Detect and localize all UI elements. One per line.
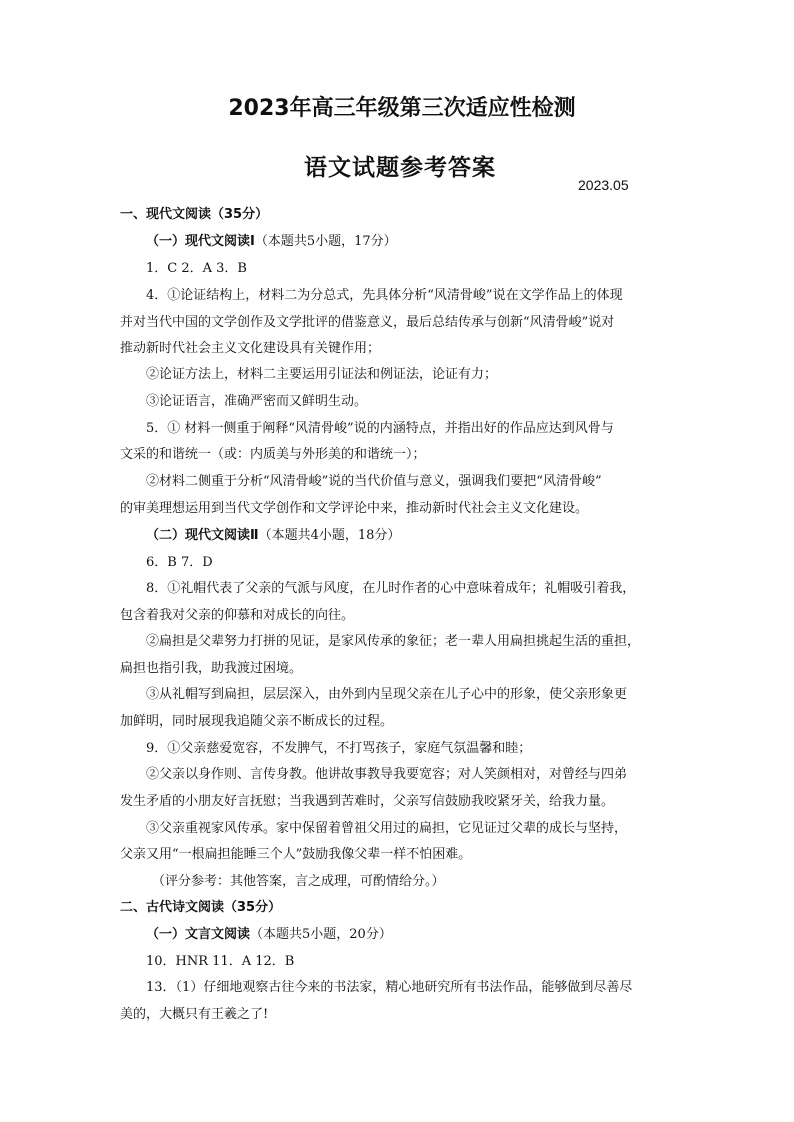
subsection-title: （一）现代文阅读Ⅰ — [146, 234, 255, 249]
answer-line: 美的，大概只有王羲之了! — [120, 1007, 269, 1022]
answer-line: 发生矛盾的小朋友好言抚慰；当我遇到苦难时，父亲写信鼓励我咬紧牙关，给我力量。 — [120, 794, 615, 809]
answer-line: 1．C 2．A 3．B — [146, 261, 247, 276]
answer-line: 5．① 材料一侧重于阐释“风清骨峻”说的内涵特点，并指出好的作品应达到风骨与 — [146, 421, 614, 436]
document-subtitle: 语文试题参考答案 — [304, 155, 496, 181]
answer-line: 文采的和谐统一（或：内质美与外形美的和谐统一）； — [120, 447, 426, 462]
section-heading-classical-reading: 二、古代诗文阅读（35分） — [120, 900, 282, 915]
answer-line: ③论证语言，准确严密而又鲜明生动。 — [146, 394, 368, 409]
subsection-note: （本题共5小题，17分） — [254, 234, 397, 249]
answer-line: ②材料二侧重于分析“风清骨峻”说的当代价值与意义，强调我们要把“风清骨峻” — [146, 474, 602, 489]
answer-line: 9．①父亲慈爱宽容，不发脾气，不打骂孩子，家庭气氛温馨和睦； — [146, 741, 532, 756]
subsection-note: （本题共4小题，18分） — [258, 528, 401, 543]
grading-note: （评分参考：其他答案，言之成理，可酌情给分。） — [152, 874, 445, 889]
answer-line: 4．①论证结构上，材料二为分总式，先具体分析“风清骨峻”说在文学作品上的体现 — [146, 288, 623, 303]
subsection-title: （一）文言文阅读 — [146, 927, 251, 942]
answer-line: 的审美理想运用到当代文学创作和文学评论中来，推动新时代社会主义文化建设。 — [120, 501, 589, 516]
answer-line: 扁担也指引我，助我渡过困境。 — [120, 661, 303, 676]
subsection-heading-modern-reading-1 — [146, 233, 397, 251]
answer-line: 加鲜明，同时展现我追随父亲不断成长的过程。 — [120, 714, 394, 729]
answer-line: 13．（1）仔细地观察古往今来的书法家，精心地研究所有书法作品，能够做到尽善尽 — [146, 980, 633, 995]
answer-line: 包含着我对父亲的仰慕和对成长的向往。 — [120, 608, 355, 623]
subsection-heading-modern-reading-2 — [146, 527, 400, 545]
subsection-note: （本题共5小题，20分） — [250, 927, 392, 942]
answer-line: ②父亲以身作则、言传身教。他讲故事教导我要宽容；对人笑颜相对，对曾经与四弟 — [146, 767, 628, 782]
document-title: 2023年高三年级第三次适应性检测 — [228, 96, 576, 121]
answer-line: ②扁担是父辈努力打拼的见证，是家风传承的象征；老一辈人用扁担挑起生活的重担， — [146, 634, 641, 649]
answer-line: ②论证方法上，材料二主要运用引证法和例证法，论证有力； — [146, 367, 498, 382]
subsection-heading-classical-prose — [146, 926, 392, 944]
answer-line: 父亲又用“一根扁担能睡三个人”鼓励我像父辈一样不怕困难。 — [120, 847, 472, 862]
section-heading-modern-reading: 一、现代文阅读（35分） — [120, 207, 269, 222]
answer-line: ③父亲重视家风传承。家中保留着曾祖父用过的扁担，它见证过父辈的成长与坚持， — [146, 821, 628, 836]
answer-line: 并对当代中国的文学创作及文学批评的借鉴意义，最后总结传承与创新“风清骨峻”说对 — [120, 315, 615, 330]
answer-line: 推动新时代社会主义文化建设具有关键作用； — [120, 341, 381, 356]
answer-line: 6．B 7．D — [146, 555, 213, 570]
answer-line: 10．HNR 11．A 12．B — [146, 954, 295, 969]
document-date: 2023.05 — [578, 177, 629, 193]
answer-line: ③从礼帽写到扁担，层层深入，由外到内呈现父亲在儿子心中的形象，使父亲形象更 — [146, 687, 628, 702]
answer-line: 8．①礼帽代表了父亲的气派与风度，在儿时作者的心中意味着成年；礼帽吸引着我， — [146, 581, 636, 596]
subsection-title: （二）现代文阅读Ⅱ — [146, 528, 259, 543]
